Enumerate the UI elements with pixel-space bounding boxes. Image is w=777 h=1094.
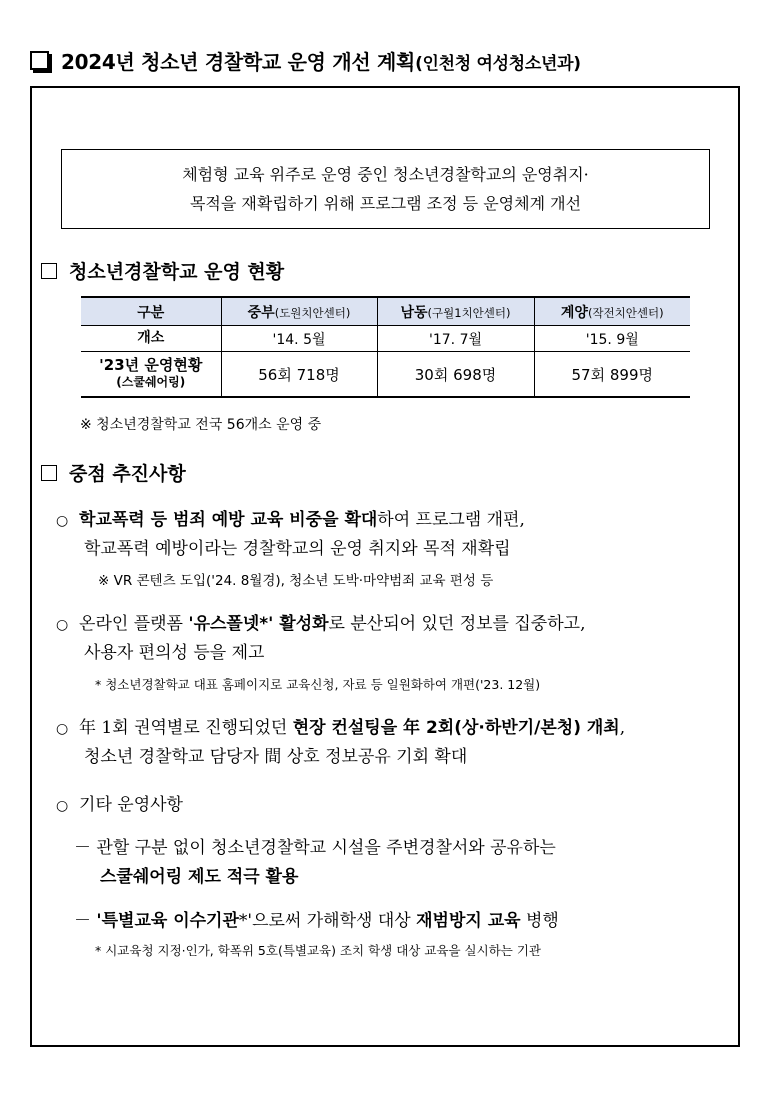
table-cell: 57회 899명 bbox=[534, 352, 690, 398]
header-name: 중부 bbox=[247, 304, 275, 321]
table-cell: 30회 698명 bbox=[377, 352, 534, 398]
bullet-icon: ○ bbox=[56, 513, 69, 529]
status-table bbox=[81, 296, 690, 398]
table-row bbox=[81, 326, 690, 352]
item-4-sub-1-text: 관할 구분 없이 청소년경찰학교 시설을 주변경찰서와 공유하는 bbox=[96, 838, 556, 858]
dash-icon: － bbox=[74, 911, 91, 931]
item-4-sub-1-line-1 bbox=[74, 833, 556, 858]
item-2-rest: 로 분산되어 있던 정보를 집중하고, bbox=[328, 614, 586, 634]
item-2-note: * 청소년경찰학교 대표 홈페이지로 교육신청, 자료 등 일원화하여 개편('23. 12월) bbox=[95, 677, 541, 692]
header-sub: (도원치안센터) bbox=[274, 305, 351, 320]
header-sub: (구월1치안센터) bbox=[427, 305, 511, 320]
summary-line-1: 체험형 교육 위주로 운영 중인 청소년경찰학교의 운영취지· bbox=[182, 165, 589, 184]
header-cell-gyeyang bbox=[534, 297, 690, 326]
section-heading-focus bbox=[41, 459, 186, 486]
item-1-line-1 bbox=[56, 505, 525, 530]
section-heading-status bbox=[41, 257, 284, 284]
item-2-line-1 bbox=[56, 609, 585, 634]
table-note: ※ 청소년경찰학교 전국 56개소 운영 중 bbox=[80, 417, 322, 433]
checkbox-icon bbox=[30, 51, 49, 70]
item-2-bold: '유스폴넷*' 활성화 bbox=[188, 614, 329, 634]
header-cell-jungbu bbox=[221, 297, 377, 326]
table-header-row bbox=[81, 297, 690, 326]
section2-heading-text: 중점 추진사항 bbox=[69, 463, 186, 485]
header-cell-namdong bbox=[377, 297, 534, 326]
item-3-rest: , bbox=[619, 718, 626, 738]
row-label-opening: 개소 bbox=[81, 326, 221, 352]
item-3-line-1 bbox=[56, 713, 625, 738]
item-1-line-2: 학교폭력 예방이라는 경찰학교의 운영 취지와 목적 재확립 bbox=[84, 539, 511, 559]
item-2-line-2: 사용자 편의성 등을 제고 bbox=[84, 643, 265, 663]
item-3-pre: 年 1회 권역별로 진행되었던 bbox=[79, 718, 293, 738]
summary-box bbox=[61, 149, 710, 229]
summary-line-2: 목적을 재확립하기 위해 프로그램 조정 등 운영체계 개선 bbox=[189, 194, 582, 213]
item-1-note: ※ VR 콘텐츠 도입('24. 8월경), 청소년 도박·마약범죄 교육 편성 등 bbox=[98, 573, 494, 589]
title-main: 2024년 청소년 경찰학교 운영 개선 계획 bbox=[61, 50, 416, 74]
row-label-operation bbox=[81, 352, 221, 398]
header-name: 남동 bbox=[400, 304, 428, 321]
header-sub: (작전치안센터) bbox=[587, 305, 664, 320]
page-title bbox=[30, 46, 581, 75]
section1-heading-text: 청소년경찰학교 운영 현황 bbox=[69, 261, 285, 283]
item-1-bold: 학교폭력 등 범죄 예방 교육 비중을 확대 bbox=[79, 510, 378, 530]
table-row bbox=[81, 352, 690, 398]
item-1-rest: 하여 프로그램 개편, bbox=[377, 510, 525, 530]
item-4-sub-2-line-1 bbox=[74, 906, 559, 931]
bullet-icon: ○ bbox=[56, 721, 69, 737]
item-4-sub-2-note: * 시교육청 지정·인가, 학폭위 5호(특별교육) 조치 학생 대상 교육을 실시하는 기관 bbox=[95, 943, 541, 958]
square-icon bbox=[41, 263, 57, 279]
bullet-icon: ○ bbox=[56, 617, 69, 633]
table-cell: '14. 5월 bbox=[221, 326, 377, 352]
bullet-icon: ○ bbox=[56, 798, 69, 814]
dash-icon: － bbox=[74, 838, 91, 858]
item-2-pre: 온라인 플랫폼 bbox=[79, 614, 189, 634]
row-label-main: '23년 운영현황 bbox=[99, 356, 203, 374]
item-3-bold: 현장 컨설팅을 年 2회(상·하반기/본청) 개최 bbox=[292, 718, 620, 738]
table-cell: 56회 718명 bbox=[221, 352, 377, 398]
title-dept: (인천청 여성청소년과) bbox=[415, 54, 581, 74]
content-frame bbox=[30, 86, 740, 1047]
table-cell: '15. 9월 bbox=[534, 326, 690, 352]
item-4-sub-1-line-2 bbox=[100, 862, 298, 887]
table-cell: '17. 7월 bbox=[377, 326, 534, 352]
header-cell-category: 구분 bbox=[81, 297, 221, 326]
item-4-sub-2-after: *'으로써 가해학생 대상 bbox=[238, 911, 417, 931]
item-4-sub-2-bold2: 재범방지 교육 bbox=[416, 911, 521, 931]
item-4-sub-2-rest: 병행 bbox=[520, 911, 559, 931]
item-4-sub-2-bold: '특별교육 이수기관 bbox=[96, 911, 239, 931]
header-name: 계양 bbox=[560, 304, 588, 321]
row-label-sub: (스쿨쉐어링) bbox=[116, 375, 186, 389]
item-3-line-2: 청소년 경찰학교 담당자 間 상호 정보공유 기회 확대 bbox=[84, 747, 468, 767]
square-icon bbox=[41, 465, 57, 481]
item-4-line-1 bbox=[56, 790, 183, 815]
item-4-text: 기타 운영사항 bbox=[79, 795, 183, 815]
item-4-sub-1-bold: 스쿨쉐어링 제도 적극 활용 bbox=[100, 867, 299, 887]
